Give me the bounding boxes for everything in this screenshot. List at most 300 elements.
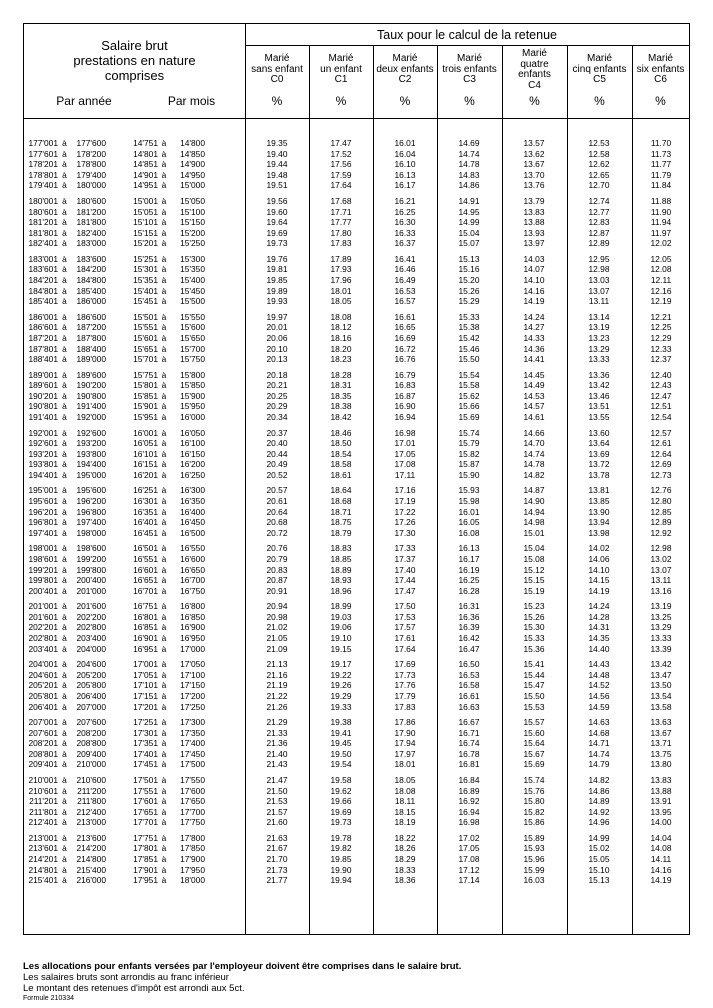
rate-cell-c6: 13.58 bbox=[650, 701, 672, 712]
rate-cell-c6: 13.83 bbox=[650, 774, 672, 785]
range-separator: à bbox=[161, 275, 167, 285]
table-row bbox=[24, 575, 689, 586]
rate-cell-c0: 19.51 bbox=[266, 180, 288, 191]
rate-cell-c1: 19.03 bbox=[330, 611, 352, 622]
range-separator: à bbox=[62, 564, 67, 575]
table-row bbox=[24, 749, 689, 760]
table-row bbox=[24, 370, 689, 381]
rate-cell-c6: 13.16 bbox=[650, 585, 672, 596]
year-range-cell: 190'200 bbox=[76, 380, 106, 391]
range-separator: à bbox=[62, 401, 67, 412]
range-separator: à bbox=[62, 322, 67, 333]
rate-cell-c3: 15.04 bbox=[458, 227, 480, 238]
rate-cell-c4: 14.07 bbox=[523, 264, 545, 275]
range-separator: à bbox=[161, 622, 167, 633]
rate-cell-c1: 18.83 bbox=[330, 543, 352, 554]
year-range-cell: 194'400 bbox=[76, 459, 106, 470]
rate-cell-c4: 14.82 bbox=[523, 469, 545, 480]
range-separator: à bbox=[161, 264, 167, 275]
rate-cell-c4: 14.36 bbox=[523, 343, 545, 354]
month-range-cell: 16'600 bbox=[180, 553, 205, 564]
month-range-cell: 14'900 bbox=[180, 159, 205, 170]
year-range-cell: 212'401 bbox=[28, 817, 58, 828]
year-range-cell: 189'600 bbox=[76, 369, 106, 380]
range-separator: à bbox=[62, 690, 67, 701]
rate-cell-c1: 18.89 bbox=[330, 564, 352, 575]
rate-cell-c1: 18.85 bbox=[330, 553, 352, 564]
year-range-cell: 204'000 bbox=[76, 643, 106, 654]
month-range-cell: 15'001 bbox=[133, 195, 158, 206]
rate-cell-c3: 14.78 bbox=[458, 159, 480, 170]
range-separator: à bbox=[62, 611, 67, 622]
month-range-cell: 15'800 bbox=[180, 369, 205, 380]
month-range-cell: 16'001 bbox=[133, 427, 158, 438]
range-separator: à bbox=[62, 854, 67, 864]
rate-cell-c4: 14.94 bbox=[523, 506, 545, 517]
rate-cell-c6: 12.80 bbox=[650, 496, 672, 506]
range-separator: à bbox=[62, 643, 67, 654]
table-row bbox=[24, 380, 689, 391]
rate-cell-c0: 19.56 bbox=[266, 195, 288, 206]
month-range-cell: 15'300 bbox=[180, 253, 205, 264]
rate-cell-c6: 14.04 bbox=[650, 832, 672, 843]
rate-cell-c2: 17.08 bbox=[394, 459, 416, 470]
year-range-cell: 184'800 bbox=[76, 275, 106, 285]
table-row bbox=[24, 459, 689, 470]
rate-cell-c6: 14.11 bbox=[650, 854, 672, 864]
table-row bbox=[24, 401, 689, 412]
month-range-cell: 16'201 bbox=[133, 469, 158, 480]
month-range-cell: 15'900 bbox=[180, 390, 205, 401]
year-range-cell: 199'200 bbox=[76, 553, 106, 564]
table-row bbox=[24, 496, 689, 507]
month-range-cell: 16'701 bbox=[133, 585, 158, 596]
rate-cell-c1: 18.93 bbox=[330, 575, 352, 586]
rate-cell-c1: 19.15 bbox=[330, 643, 352, 654]
column-header-c2: Marié deux enfants C2 bbox=[376, 53, 434, 86]
year-range-cell: 178'201 bbox=[28, 159, 58, 170]
rate-cell-c5: 13.36 bbox=[588, 369, 610, 380]
rate-cell-c5: 14.59 bbox=[588, 701, 610, 712]
year-range-cell: 198'601 bbox=[28, 553, 58, 564]
range-separator: à bbox=[161, 343, 167, 354]
rate-cell-c0: 20.94 bbox=[266, 601, 288, 612]
rate-cell-c5: 12.62 bbox=[588, 159, 610, 170]
year-range-cell: 203'401 bbox=[28, 643, 58, 654]
rate-cell-c0: 20.49 bbox=[266, 459, 288, 470]
range-separator: à bbox=[62, 817, 67, 828]
rate-cell-c5: 12.87 bbox=[588, 227, 610, 238]
year-range-cell: 188'401 bbox=[28, 354, 58, 365]
rate-cell-c2: 16.01 bbox=[394, 138, 416, 148]
rate-cell-c0: 20.29 bbox=[266, 401, 288, 412]
rate-cell-c0: 20.34 bbox=[266, 412, 288, 422]
range-separator: à bbox=[62, 485, 67, 496]
range-separator: à bbox=[161, 195, 167, 206]
month-range-cell: 17'750 bbox=[180, 817, 205, 828]
year-range-cell: 199'201 bbox=[28, 564, 58, 575]
table-row bbox=[24, 554, 689, 565]
table-row bbox=[24, 470, 689, 481]
range-separator: à bbox=[62, 806, 67, 817]
rate-cell-c3: 16.39 bbox=[458, 622, 480, 633]
range-separator: à bbox=[62, 169, 67, 180]
year-range-cell: 207'601 bbox=[28, 727, 58, 738]
year-range-cell: 204'001 bbox=[28, 659, 58, 670]
range-separator: à bbox=[62, 448, 67, 459]
table-row bbox=[24, 717, 689, 728]
rate-cell-c5: 14.52 bbox=[588, 680, 610, 691]
rate-cell-c4: 13.83 bbox=[523, 206, 545, 217]
rate-cell-c3: 15.66 bbox=[458, 401, 480, 412]
month-range-cell: 17'700 bbox=[180, 806, 205, 817]
month-range-cell: 16'700 bbox=[180, 575, 205, 586]
range-separator: à bbox=[62, 796, 67, 807]
year-range-cell: 193'200 bbox=[76, 438, 106, 449]
rate-cell-c2: 18.11 bbox=[394, 796, 416, 807]
year-range-cell: 207'001 bbox=[28, 717, 58, 727]
rate-cell-c5: 12.98 bbox=[588, 264, 610, 275]
month-range-cell: 16'901 bbox=[133, 633, 158, 643]
rate-cell-c5: 13.85 bbox=[588, 496, 610, 506]
range-separator: à bbox=[161, 643, 167, 654]
rate-cell-c2: 17.40 bbox=[394, 564, 416, 575]
month-range-cell: 16'350 bbox=[180, 496, 205, 506]
month-range-cell: 16'501 bbox=[133, 543, 158, 554]
month-range-cell: 15'601 bbox=[133, 332, 158, 343]
rate-cell-c2: 17.90 bbox=[394, 727, 416, 738]
range-separator: à bbox=[161, 601, 167, 612]
rate-cell-c3: 16.98 bbox=[458, 817, 480, 828]
year-range-cell: 177'001 bbox=[28, 138, 58, 148]
rate-cell-c2: 16.98 bbox=[394, 427, 416, 438]
rate-cell-c6: 13.67 bbox=[650, 727, 672, 738]
rate-cell-c6: 12.33 bbox=[650, 343, 672, 354]
year-range-cell: 180'601 bbox=[28, 206, 58, 217]
rate-cell-c5: 14.28 bbox=[588, 611, 610, 622]
percent-label: % bbox=[335, 94, 347, 108]
rate-cell-c0: 21.33 bbox=[266, 727, 288, 738]
rate-cell-c4: 15.08 bbox=[523, 553, 545, 564]
rate-cell-c3: 15.62 bbox=[458, 390, 480, 401]
table-row bbox=[24, 786, 689, 797]
rate-cell-c2: 16.76 bbox=[394, 354, 416, 365]
table-row bbox=[24, 322, 689, 333]
range-separator: à bbox=[161, 206, 167, 217]
rate-cell-c1: 17.52 bbox=[330, 148, 352, 159]
month-range-cell: 16'851 bbox=[133, 622, 158, 633]
rate-cell-c4: 14.45 bbox=[523, 369, 545, 380]
range-separator: à bbox=[62, 864, 67, 875]
rate-cell-c5: 14.19 bbox=[588, 585, 610, 596]
rate-cell-c5: 13.19 bbox=[588, 322, 610, 333]
year-range-cell: 192'000 bbox=[76, 412, 106, 422]
range-separator: à bbox=[62, 427, 67, 438]
table-row bbox=[24, 275, 689, 286]
table-row bbox=[24, 775, 689, 786]
rate-cell-c2: 16.25 bbox=[394, 206, 416, 217]
rate-cell-c2: 16.46 bbox=[394, 264, 416, 275]
range-separator: à bbox=[161, 796, 167, 807]
rate-cell-c3: 15.16 bbox=[458, 264, 480, 275]
rate-cell-c3: 15.98 bbox=[458, 496, 480, 506]
rate-cell-c4: 15.01 bbox=[523, 527, 545, 538]
rate-cell-c5: 13.14 bbox=[588, 311, 610, 322]
month-range-cell: 17'901 bbox=[133, 864, 158, 875]
year-range-cell: 198'600 bbox=[76, 543, 106, 554]
rate-cell-c5: 12.53 bbox=[588, 138, 610, 148]
rates-table bbox=[23, 23, 690, 935]
range-separator: à bbox=[161, 553, 167, 564]
rate-cell-c0: 21.40 bbox=[266, 748, 288, 759]
rate-cell-c2: 16.53 bbox=[394, 285, 416, 296]
month-range-cell: 15'851 bbox=[133, 390, 158, 401]
year-range-cell: 177'601 bbox=[28, 148, 58, 159]
rate-cell-c2: 16.57 bbox=[394, 296, 416, 307]
table-row bbox=[24, 817, 689, 828]
month-range-cell: 17'451 bbox=[133, 759, 158, 770]
rate-cell-c1: 19.85 bbox=[330, 854, 352, 864]
month-range-cell: 17'001 bbox=[133, 659, 158, 670]
year-range-cell: 186'601 bbox=[28, 322, 58, 333]
year-range-cell: 181'800 bbox=[76, 217, 106, 228]
range-separator: à bbox=[62, 253, 67, 264]
month-range-cell: 17'701 bbox=[133, 817, 158, 828]
rate-cell-c3: 15.87 bbox=[458, 459, 480, 470]
rate-cell-c6: 13.71 bbox=[650, 738, 672, 749]
rate-cell-c0: 20.44 bbox=[266, 448, 288, 459]
percent-label: % bbox=[271, 94, 283, 108]
year-range-cell: 192'600 bbox=[76, 427, 106, 438]
rate-cell-c4: 15.12 bbox=[523, 564, 545, 575]
rate-cell-c5: 14.43 bbox=[588, 659, 610, 670]
rate-cell-c2: 17.94 bbox=[394, 738, 416, 749]
year-range-cell: 208'800 bbox=[76, 738, 106, 749]
range-separator: à bbox=[62, 148, 67, 159]
range-separator: à bbox=[62, 332, 67, 343]
rate-cell-c2: 18.05 bbox=[394, 774, 416, 785]
rate-cell-c1: 18.96 bbox=[330, 585, 352, 596]
rate-cell-c2: 18.19 bbox=[394, 817, 416, 828]
month-range-cell: 17'800 bbox=[180, 832, 205, 843]
range-separator: à bbox=[62, 738, 67, 749]
year-range-cell: 211'200 bbox=[77, 785, 106, 796]
month-range-cell: 17'550 bbox=[180, 774, 205, 785]
table-row bbox=[24, 333, 689, 344]
rate-cell-c6: 12.98 bbox=[650, 543, 672, 554]
rate-cell-c4: 15.26 bbox=[523, 611, 545, 622]
month-range-cell: 15'000 bbox=[180, 180, 205, 191]
month-range-cell: 16'950 bbox=[180, 633, 205, 643]
rate-cell-c0: 20.98 bbox=[266, 611, 288, 622]
year-range-cell: 187'800 bbox=[76, 332, 106, 343]
range-separator: à bbox=[62, 438, 67, 449]
rate-cell-c5: 12.95 bbox=[588, 253, 610, 264]
rate-cell-c4: 14.66 bbox=[523, 427, 545, 438]
rate-cell-c5: 14.24 bbox=[588, 601, 610, 612]
month-range-cell: 17'350 bbox=[180, 727, 205, 738]
rate-cell-c3: 17.12 bbox=[458, 864, 480, 875]
rate-cell-c1: 18.38 bbox=[330, 401, 352, 412]
rate-cell-c5: 12.77 bbox=[588, 206, 610, 217]
year-range-cell: 183'000 bbox=[76, 238, 106, 249]
month-range-cell: 15'400 bbox=[180, 275, 205, 285]
rate-cell-c6: 13.29 bbox=[650, 622, 672, 633]
rate-cell-c0: 20.76 bbox=[266, 543, 288, 554]
table-row bbox=[24, 449, 689, 460]
table-row bbox=[24, 728, 689, 739]
range-separator: à bbox=[62, 727, 67, 738]
rate-cell-c4: 14.16 bbox=[523, 285, 545, 296]
rate-cell-c4: 14.27 bbox=[523, 322, 545, 333]
rate-cell-c6: 11.79 bbox=[650, 169, 672, 180]
rate-cell-c6: 13.91 bbox=[650, 796, 672, 807]
range-separator: à bbox=[161, 832, 167, 843]
rate-cell-c4: 14.41 bbox=[523, 354, 545, 365]
year-range-cell: 197'400 bbox=[76, 517, 106, 528]
month-range-cell: 16'601 bbox=[133, 564, 158, 575]
rate-cell-c3: 16.17 bbox=[458, 553, 480, 564]
year-range-cell: 190'801 bbox=[28, 401, 58, 412]
rate-cell-c4: 15.50 bbox=[523, 690, 545, 701]
rate-cell-c5: 13.07 bbox=[588, 285, 610, 296]
rate-cell-c3: 15.46 bbox=[458, 343, 480, 354]
year-range-cell: 185'400 bbox=[76, 285, 106, 296]
rate-cell-c5: 14.99 bbox=[588, 832, 610, 843]
year-range-cell: 196'200 bbox=[76, 496, 106, 506]
month-range-cell: 16'251 bbox=[133, 485, 158, 496]
year-range-cell: 198'001 bbox=[28, 543, 58, 554]
rate-cell-c4: 15.23 bbox=[523, 601, 545, 612]
divider bbox=[24, 118, 689, 119]
rate-cell-c6: 13.75 bbox=[650, 748, 672, 759]
rate-cell-c1: 18.54 bbox=[330, 448, 352, 459]
rate-cell-c6: 12.61 bbox=[650, 438, 672, 449]
rate-cell-c2: 18.36 bbox=[394, 875, 416, 886]
rate-cell-c0: 20.64 bbox=[266, 506, 288, 517]
rate-cell-c1: 19.66 bbox=[330, 796, 352, 807]
rate-cell-c4: 15.53 bbox=[523, 701, 545, 712]
salary-header: Salaire brut prestations en nature comprises bbox=[73, 38, 196, 83]
rate-cell-c1: 19.10 bbox=[330, 633, 352, 643]
rate-cell-c3: 15.79 bbox=[458, 438, 480, 449]
rate-cell-c5: 12.58 bbox=[588, 148, 610, 159]
year-range-cell: 212'400 bbox=[76, 806, 106, 817]
rate-cell-c0: 21.53 bbox=[266, 796, 288, 807]
rate-cell-c0: 21.19 bbox=[266, 680, 288, 691]
range-separator: à bbox=[62, 575, 67, 586]
year-range-cell: 202'800 bbox=[76, 622, 106, 633]
rate-cell-c1: 19.69 bbox=[330, 806, 352, 817]
rate-cell-c6: 13.95 bbox=[650, 806, 672, 817]
year-range-cell: 179'400 bbox=[76, 169, 106, 180]
rate-cell-c6: 12.40 bbox=[650, 369, 672, 380]
table-row bbox=[24, 759, 689, 770]
year-range-cell: 178'200 bbox=[76, 148, 106, 159]
range-separator: à bbox=[161, 438, 167, 449]
rate-cell-c1: 18.68 bbox=[330, 496, 352, 506]
range-separator: à bbox=[62, 875, 67, 886]
month-range-cell: 17'150 bbox=[180, 680, 205, 691]
rate-cell-c5: 13.69 bbox=[588, 448, 610, 459]
rate-cell-c5: 14.15 bbox=[588, 575, 610, 586]
rate-cell-c2: 17.97 bbox=[394, 748, 416, 759]
rate-cell-c6: 12.37 bbox=[650, 354, 672, 365]
month-range-cell: 17'851 bbox=[133, 854, 158, 864]
rate-cell-c3: 17.08 bbox=[458, 854, 480, 864]
range-separator: à bbox=[62, 311, 67, 322]
year-range-cell: 181'201 bbox=[28, 217, 58, 228]
year-range-cell: 195'000 bbox=[76, 469, 106, 480]
rate-cell-c0: 19.97 bbox=[266, 311, 288, 322]
year-range-cell: 195'001 bbox=[28, 485, 58, 496]
table-row bbox=[24, 586, 689, 597]
month-range-cell: 15'301 bbox=[133, 264, 158, 275]
range-separator: à bbox=[161, 633, 167, 643]
table-row bbox=[24, 217, 689, 228]
month-range-cell: 17'351 bbox=[133, 738, 158, 749]
rate-cell-c0: 19.60 bbox=[266, 206, 288, 217]
percent-label: % bbox=[399, 94, 411, 108]
rate-cell-c5: 14.68 bbox=[588, 727, 610, 738]
table-row bbox=[24, 254, 689, 265]
range-separator: à bbox=[161, 817, 167, 828]
rate-cell-c5: 13.72 bbox=[588, 459, 610, 470]
range-separator: à bbox=[161, 727, 167, 738]
rate-cell-c4: 14.98 bbox=[523, 517, 545, 528]
rate-cell-c6: 12.85 bbox=[650, 506, 672, 517]
table-row bbox=[24, 391, 689, 402]
month-range-cell: 15'901 bbox=[133, 401, 158, 412]
month-range-cell: 16'551 bbox=[133, 553, 158, 564]
year-range-cell: 216'000 bbox=[76, 875, 106, 886]
rate-cell-c3: 14.83 bbox=[458, 169, 480, 180]
rate-cell-c2: 16.79 bbox=[394, 369, 416, 380]
rate-cell-c6: 11.90 bbox=[650, 206, 672, 217]
rate-cell-c4: 13.62 bbox=[523, 148, 545, 159]
range-separator: à bbox=[62, 832, 67, 843]
rate-cell-c4: 15.89 bbox=[523, 832, 545, 843]
percent-label: % bbox=[655, 94, 666, 108]
year-range-cell: 206'400 bbox=[76, 690, 106, 701]
rate-cell-c3: 15.07 bbox=[458, 238, 480, 249]
rate-cell-c5: 14.82 bbox=[588, 774, 610, 785]
month-range-cell: 15'401 bbox=[133, 285, 158, 296]
rate-cell-c1: 19.90 bbox=[330, 864, 352, 875]
range-separator: à bbox=[161, 448, 167, 459]
rate-cell-c6: 13.42 bbox=[650, 659, 672, 670]
rate-cell-c2: 17.69 bbox=[394, 659, 416, 670]
rate-cell-c2: 16.21 bbox=[394, 195, 416, 206]
rate-cell-c3: 14.69 bbox=[458, 138, 480, 148]
month-range-cell: 15'050 bbox=[180, 195, 205, 206]
rate-cell-c3: 16.01 bbox=[458, 506, 480, 517]
rate-cell-c5: 13.42 bbox=[588, 380, 610, 391]
year-range-cell: 189'601 bbox=[28, 380, 58, 391]
rate-cell-c1: 17.93 bbox=[330, 264, 352, 275]
year-range-cell: 211'801 bbox=[29, 806, 58, 817]
rate-cell-c2: 17.33 bbox=[394, 543, 416, 554]
table-row bbox=[24, 644, 689, 655]
rate-cell-c4: 15.15 bbox=[523, 575, 545, 586]
rate-cell-c2: 17.05 bbox=[394, 448, 416, 459]
table-row bbox=[24, 138, 689, 149]
rate-cell-c5: 14.31 bbox=[588, 622, 610, 633]
rate-cell-c3: 15.90 bbox=[458, 469, 480, 480]
year-range-cell: 210'601 bbox=[28, 785, 58, 796]
rate-cell-c3: 16.53 bbox=[458, 669, 480, 680]
rate-cell-c3: 16.81 bbox=[458, 759, 480, 770]
